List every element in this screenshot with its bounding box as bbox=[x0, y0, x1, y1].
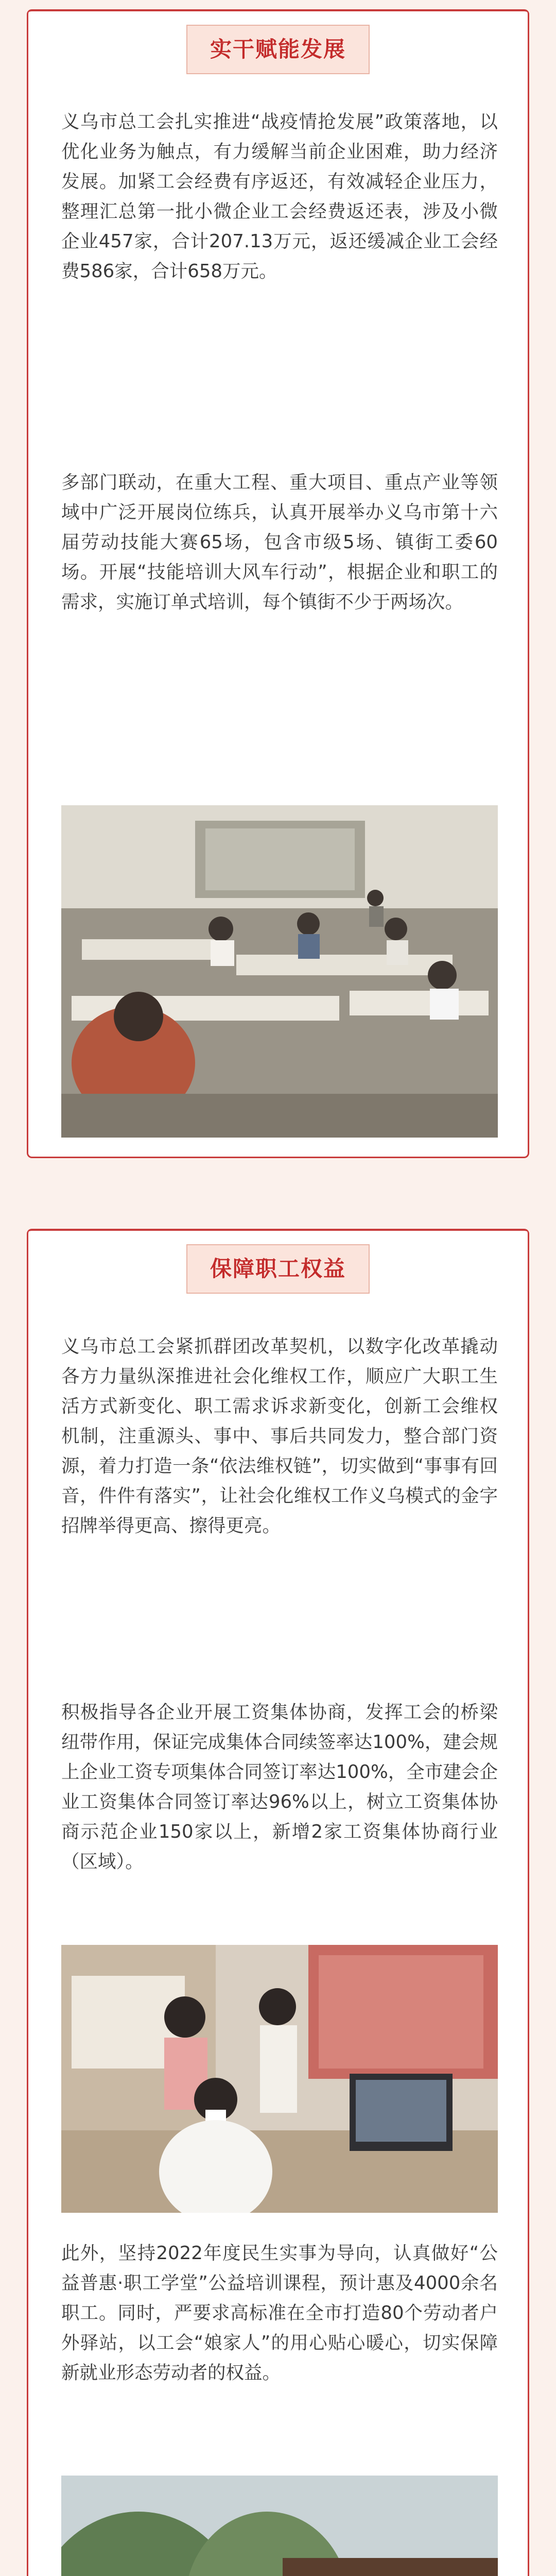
paragraph: 此外，坚持2022年度民生实事为导向，认真做好“公益普惠·职工学堂”公益培训课程，预计惠及4000余名职工。同时，严要求高标准在全市打造80个劳动者户外驿站，以工会“娘家人”的用心贴心暖心，切实保障新就业形态劳动者的权益。 bbox=[61, 2243, 498, 2383]
worker-station-photo bbox=[61, 2476, 498, 2576]
section-card-development bbox=[27, 9, 529, 1158]
section-card-rights bbox=[27, 1229, 529, 2576]
section-title: 保障职工权益 bbox=[186, 1244, 370, 1294]
section-title: 实干赋能发展 bbox=[186, 25, 370, 74]
paragraph: 多部门联动，在重大工程、重大项目、重点产业等领域中广泛开展岗位练兵，认真开展举办义乌市第十六届劳动技能大赛65场，包含市级5场、镇街工委60场。开展“技能培训大风车行动”，根据企业和职工的需求，实施订单式培训，每个镇街不少于两场次。 bbox=[61, 472, 498, 613]
paragraph: 义乌市总工会紧抓群团改革契机，以数字化改革撬动各方力量纵深推进社会化维权工作，顺应广大职工生活方式新变化、职工需求诉求新变化，创新工会维权机制，注重源头、事中、事后共同发力，整合部门资源，着力打造一条“依法维权链”，切实做到“事事有回音，件件有落实”，让社会化维权工作义乌模式的金字招牌举得更高、擦得更亮。 bbox=[61, 1336, 498, 1536]
training-classroom-photo bbox=[61, 805, 498, 1138]
office-consultation-photo bbox=[61, 1945, 498, 2213]
paragraph: 积极指导各企业开展工资集体协商，发挥工会的桥梁纽带作用，保证完成集体合同续签率达100%，建会规上企业工资专项集体合同签订率达100%，全市建会企业工资集体合同签订率达96%以上，树立工资集体协商示范企业150家以上，新增2家工资集体协商行业（区域）。 bbox=[61, 1702, 498, 1872]
paragraph: 义乌市总工会扎实推进“战疫情抢发展”政策落地，以优化业务为触点，有力缓解当前企业困难，助力经济发展。加紧工会经费有序返还，有效减轻企业压力，整理汇总第一批小微企业工会经费返还表，涉及小微企业457家，合计207.13万元，返还缓减企业工会经费586家，合计658万元。 bbox=[61, 111, 498, 282]
